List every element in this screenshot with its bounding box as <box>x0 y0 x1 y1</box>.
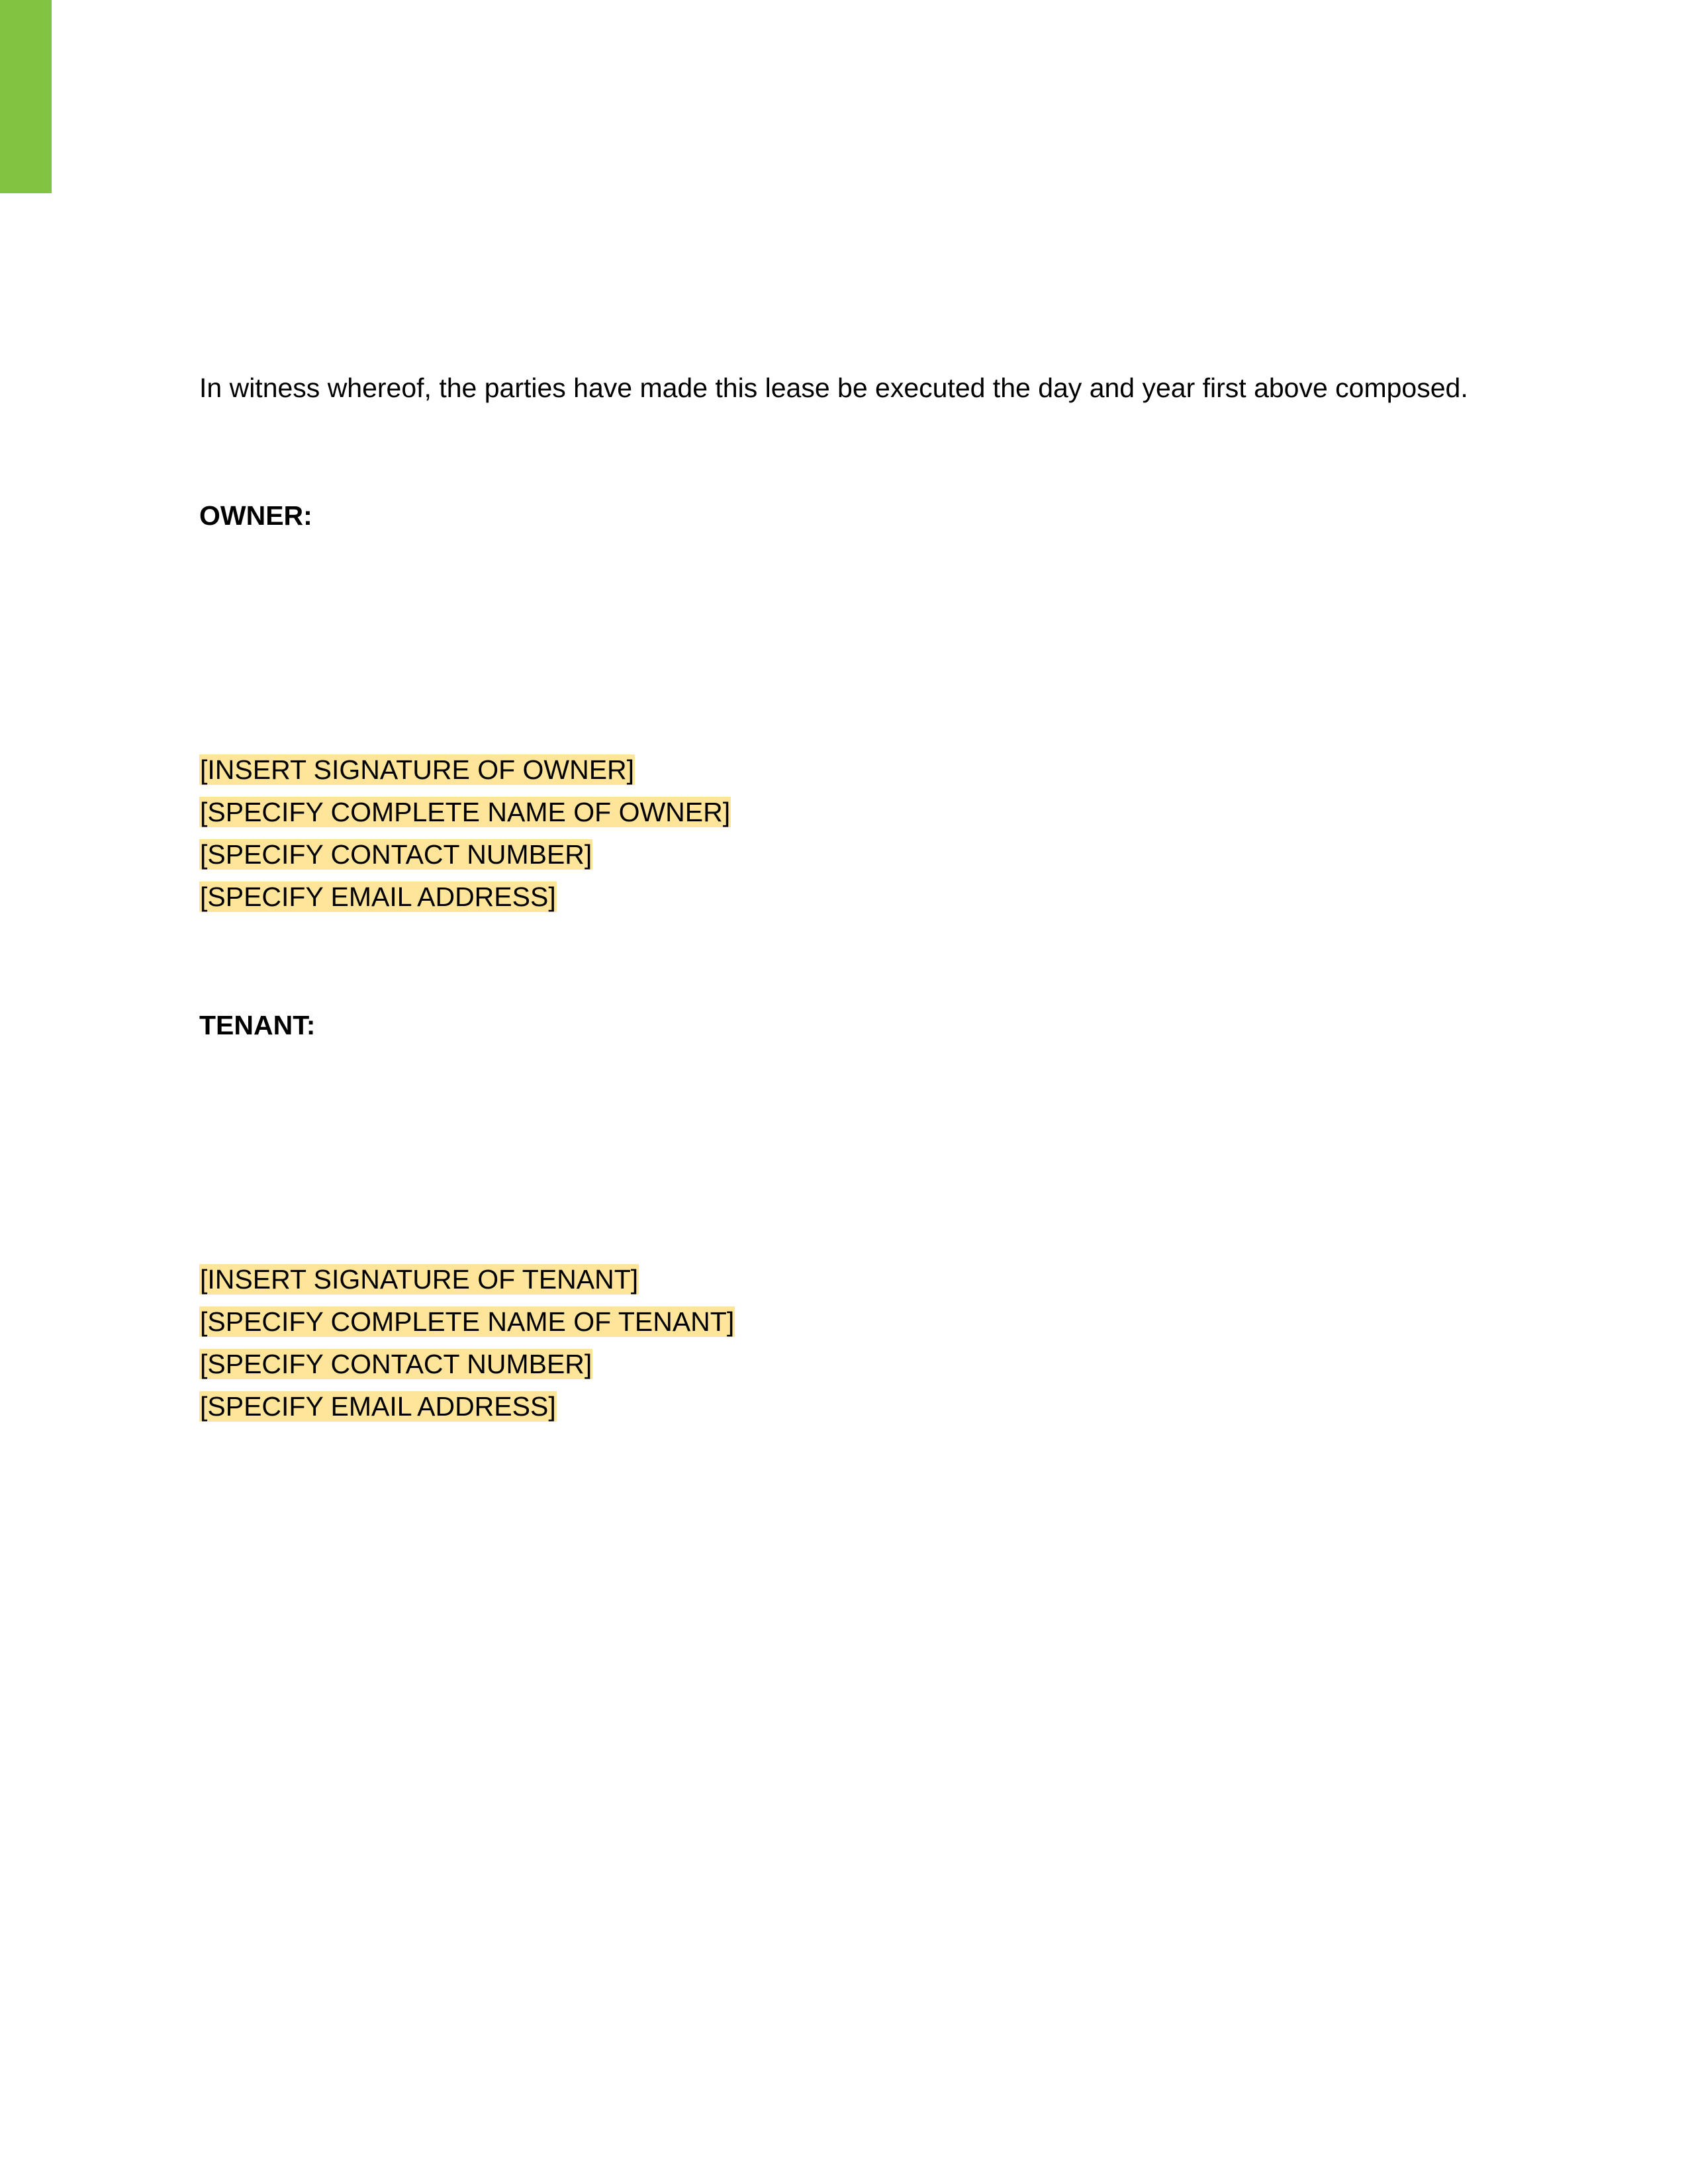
accent-bar <box>0 0 52 193</box>
tenant-email-line <box>199 1387 557 1426</box>
owner-contact-placeholder[interactable]: [SPECIFY CONTACT NUMBER] <box>200 839 592 870</box>
tenant-name-line <box>199 1302 735 1342</box>
tenant-contact-line <box>199 1344 592 1384</box>
owner-email-placeholder[interactable]: [SPECIFY EMAIL ADDRESS] <box>200 882 556 912</box>
owner-heading: OWNER: <box>199 500 312 531</box>
owner-signature-placeholder[interactable]: [INSERT SIGNATURE OF OWNER] <box>200 754 635 785</box>
tenant-email-placeholder[interactable]: [SPECIFY EMAIL ADDRESS] <box>200 1391 556 1422</box>
owner-signature-line <box>199 750 635 790</box>
witness-statement: In witness whereof, the parties have made this lease be executed the day and year first above composed. <box>199 373 1468 403</box>
owner-email-line <box>199 877 557 917</box>
tenant-signature-line <box>199 1259 639 1299</box>
owner-name-placeholder[interactable]: [SPECIFY COMPLETE NAME OF OWNER] <box>200 797 731 827</box>
owner-name-line <box>199 792 731 832</box>
tenant-heading: TENANT: <box>199 1010 316 1040</box>
tenant-contact-placeholder[interactable]: [SPECIFY CONTACT NUMBER] <box>200 1349 592 1379</box>
owner-contact-line <box>199 835 592 874</box>
tenant-name-placeholder[interactable]: [SPECIFY COMPLETE NAME OF TENANT] <box>200 1306 735 1337</box>
tenant-signature-placeholder[interactable]: [INSERT SIGNATURE OF TENANT] <box>200 1264 639 1295</box>
